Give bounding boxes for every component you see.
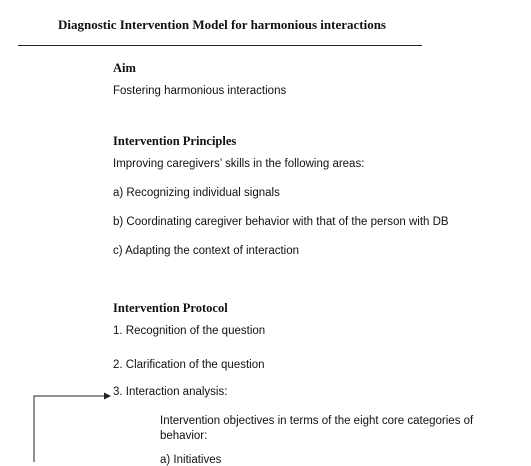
principles-intro: Improving caregivers’ skills in the following areas: (113, 158, 365, 170)
principle-item: a) Recognizing individual signals (113, 187, 280, 199)
sub-item-initiatives: a) Initiatives (160, 454, 222, 466)
protocol-heading: Intervention Protocol (113, 301, 228, 315)
aim-text: Fostering harmonious interactions (113, 85, 287, 97)
principles-heading: Intervention Principles (113, 134, 237, 148)
title-divider (18, 45, 422, 46)
principle-item: b) Coordinating caregiver behavior with that of the person with DB (113, 216, 449, 228)
protocol-step: 2. Clarification of the question (113, 359, 265, 371)
protocol-step: 3. Interaction analysis: (113, 386, 228, 398)
protocol-step: 1. Recognition of the question (113, 325, 266, 337)
document-title: Diagnostic Intervention Model for harmonious interactions (58, 17, 386, 32)
aim-heading: Aim (113, 61, 136, 75)
principle-item: c) Adapting the context of interaction (113, 245, 300, 257)
objectives-text: Intervention objectives in terms of the eight core categories of behavior: (160, 415, 474, 442)
